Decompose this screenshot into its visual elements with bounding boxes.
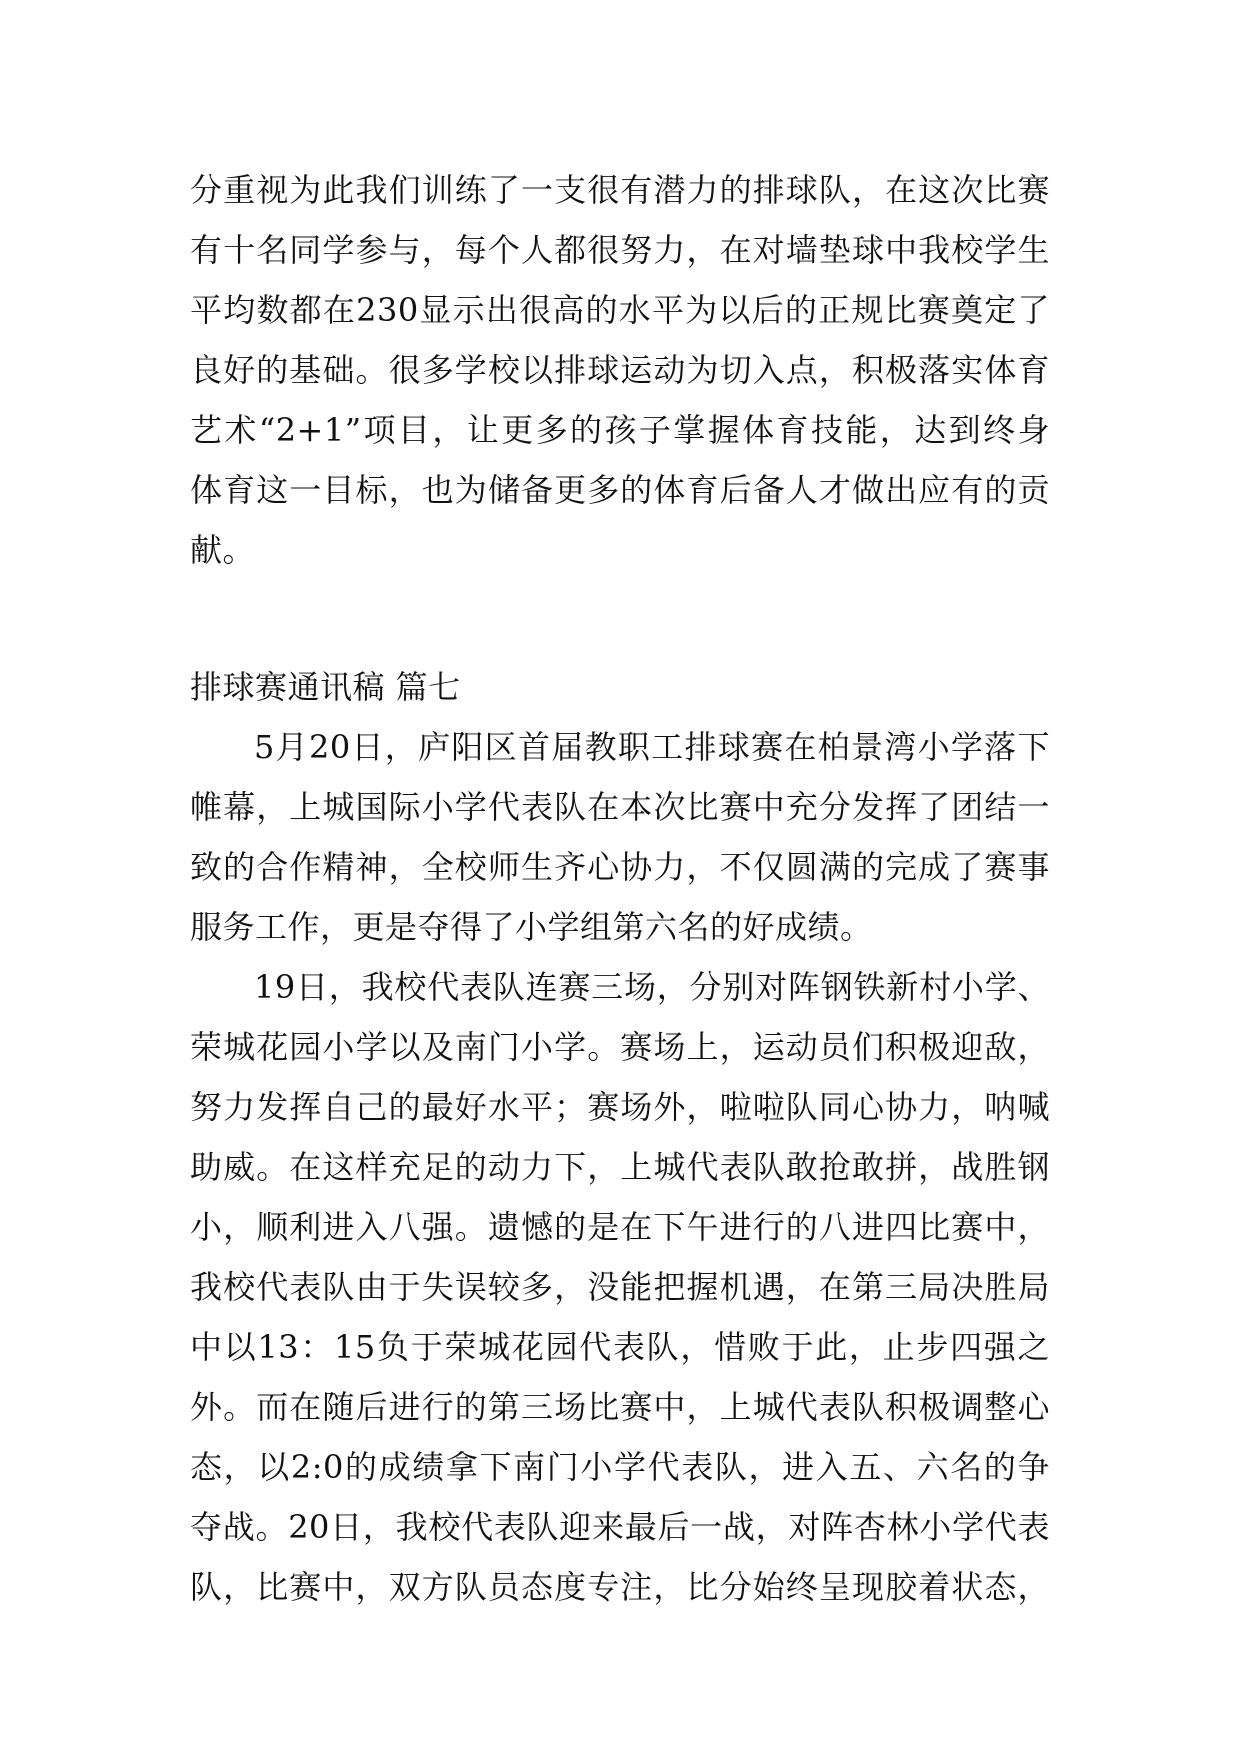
text-line: 我校代表队由于失误较多，没能把握机遇，在第三局决胜局 bbox=[190, 1268, 1050, 1306]
section-gap bbox=[190, 580, 1050, 657]
text-line: 中以13：15负于荣城花园代表队，惜败于此，止步四强之 bbox=[190, 1328, 1050, 1366]
section-heading: 排球赛通讯稿 篇七 bbox=[190, 668, 461, 706]
text-line: 态，以2:0的成绩拿下南门小学代表队，进入五、六名的争 bbox=[190, 1448, 1050, 1486]
text-line: 小，顺利进入八强。遗憾的是在下午进行的八进四比赛中， bbox=[190, 1208, 1050, 1246]
text-line: 分重视为此我们训练了一支很有潜力的排球队，在这次比赛 bbox=[190, 171, 1050, 209]
text-line: 队，比赛中，双方队员态度专注，比分始终呈现胶着状态， bbox=[190, 1568, 1050, 1606]
text-line: 助威。在这样充足的动力下，上城代表队敢抢敢拼，战胜钢 bbox=[190, 1148, 1050, 1186]
text-line: 19日，我校代表队连赛三场，分别对阵钢铁新村小学、 bbox=[254, 968, 1050, 1006]
text-line: 5月20日，庐阳区首届教职工排球赛在柏景湾小学落下 bbox=[254, 728, 1050, 766]
text-line: 平均数都在230显示出很高的水平为以后的正规比赛奠定了 bbox=[190, 291, 1050, 329]
paragraph-match-report bbox=[190, 957, 1050, 1617]
document-page bbox=[190, 160, 1050, 1617]
text-line: 荣城花园小学以及南门小学。赛场上，运动员们积极迎敌， bbox=[190, 1028, 1050, 1066]
text-line: 献。 bbox=[190, 531, 256, 569]
paragraph-intro bbox=[190, 717, 1050, 957]
text-line: 夺战。20日，我校代表队迎来最后一战，对阵杏林小学代表 bbox=[190, 1508, 1050, 1546]
text-line: 体育这一目标，也为储备更多的体育后备人才做出应有的贡 bbox=[190, 471, 1050, 509]
text-line: 良好的基础。很多学校以排球运动为切入点，积极落实体育 bbox=[190, 351, 1050, 389]
text-line: 努力发挥自己的最好水平；赛场外，啦啦队同心协力，呐喊 bbox=[190, 1088, 1050, 1126]
text-line: 有十名同学参与，每个人都很努力，在对墙垫球中我校学生 bbox=[190, 231, 1050, 269]
text-line: 服务工作，更是夺得了小学组第六名的好成绩。 bbox=[190, 908, 873, 946]
text-line: 艺术“2+1”项目，让更多的孩子掌握体育技能，达到终身 bbox=[190, 411, 1050, 449]
text-line: 致的合作精神，全校师生齐心协力，不仅圆满的完成了赛事 bbox=[190, 848, 1050, 886]
paragraph-continued bbox=[190, 160, 1050, 580]
text-line: 帷幕，上城国际小学代表队在本次比赛中充分发挥了团结一 bbox=[190, 788, 1050, 826]
text-line: 外。而在随后进行的第三场比赛中，上城代表队积极调整心 bbox=[190, 1388, 1050, 1426]
